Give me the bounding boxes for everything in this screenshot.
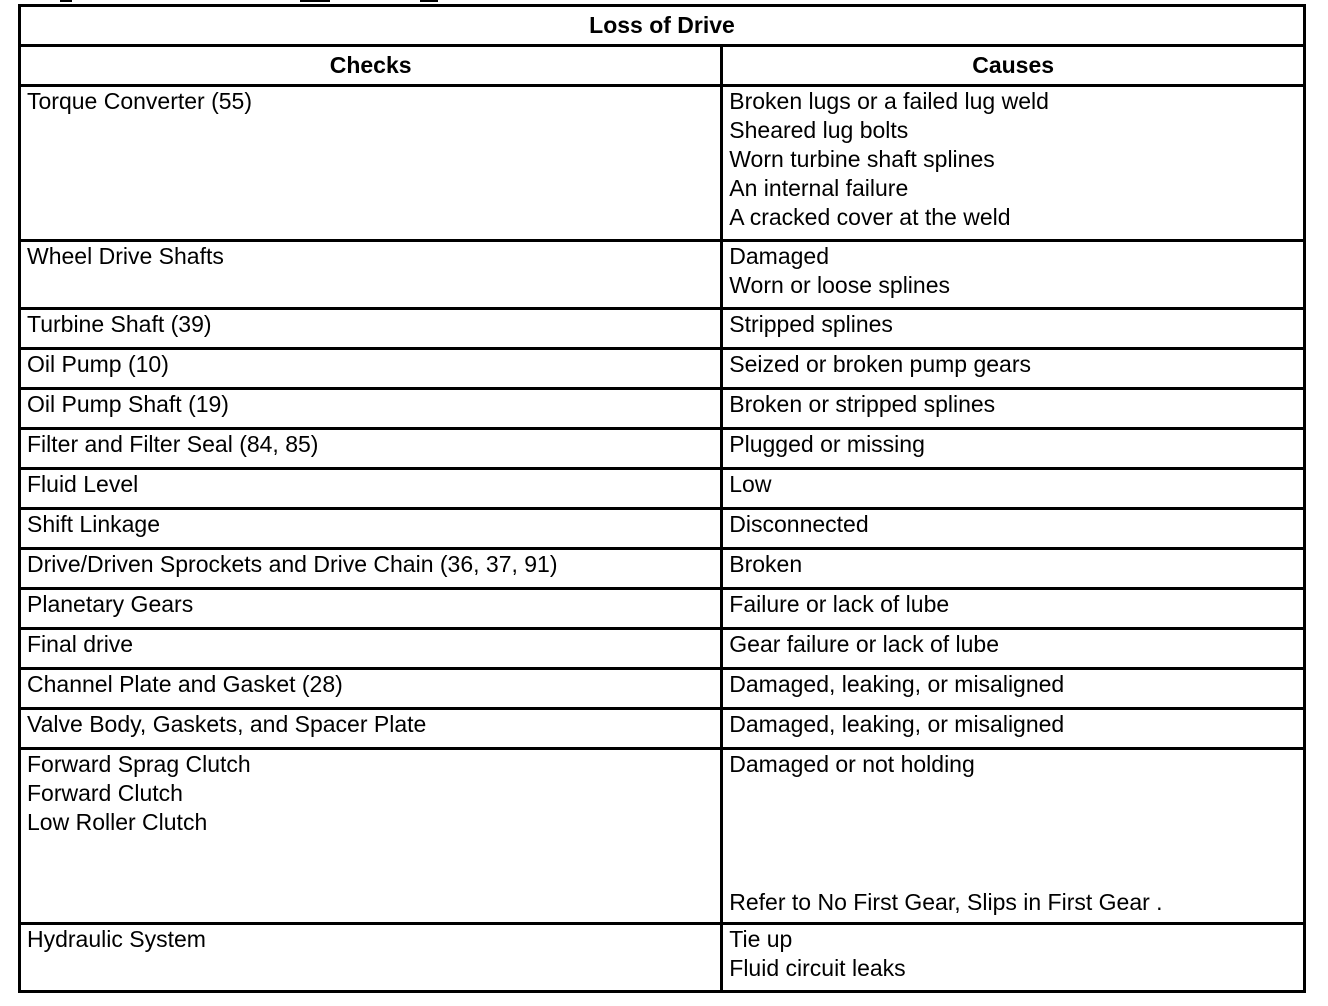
table-row	[20, 349, 1305, 389]
check-text: Shift Linkage	[27, 511, 160, 537]
scan-artifact	[300, 0, 330, 2]
table-row	[20, 629, 1305, 669]
cause-cell	[722, 429, 1305, 469]
check-text: Oil Pump (10)	[27, 351, 169, 377]
check-cell	[20, 309, 722, 349]
check-cell	[20, 509, 722, 549]
check-cell	[20, 349, 722, 389]
cause-cell	[722, 349, 1305, 389]
check-text: Wheel Drive Shafts	[27, 243, 224, 269]
cause-text: Damaged, leaking, or misaligned	[729, 671, 1065, 697]
cause-text: Damaged or not holding	[729, 751, 975, 777]
cause-text: An internal failure	[729, 175, 909, 201]
header-checks: Checks	[20, 46, 722, 86]
table-row	[20, 241, 1305, 309]
check-text: Hydraulic System	[27, 926, 206, 952]
table-row	[20, 589, 1305, 629]
table-row	[20, 429, 1305, 469]
cause-text: Broken or stripped splines	[729, 391, 996, 417]
check-text: Torque Converter (55)	[27, 88, 252, 114]
check-cell	[20, 389, 722, 429]
check-cell	[20, 86, 722, 241]
cause-text: Seized or broken pump gears	[729, 351, 1031, 377]
cause-cell	[722, 709, 1305, 749]
table-row	[20, 509, 1305, 549]
table-row	[20, 749, 1305, 924]
table-row	[20, 709, 1305, 749]
loss-of-drive-table	[18, 4, 1306, 993]
table-row	[20, 669, 1305, 709]
check-text: Low Roller Clutch	[27, 809, 208, 835]
table-row	[20, 86, 1305, 241]
check-cell	[20, 469, 722, 509]
cause-text: Damaged, leaking, or misaligned	[729, 711, 1065, 737]
check-cell	[20, 589, 722, 629]
cause-text: Fluid circuit leaks	[729, 955, 906, 981]
header-causes: Causes	[722, 46, 1305, 86]
cause-text: A cracked cover at the weld	[729, 204, 1011, 230]
cause-text: Low	[729, 471, 772, 497]
cause-cell	[722, 241, 1305, 309]
check-text: Forward Sprag Clutch	[27, 751, 251, 777]
cause-cell	[722, 549, 1305, 589]
reference-note: Refer to No First Gear, Slips in First Gear .	[729, 889, 1163, 915]
cause-text: Failure or lack of lube	[729, 591, 950, 617]
table-row	[20, 389, 1305, 429]
cause-text: Broken lugs or a failed lug weld	[729, 88, 1049, 114]
cause-text: Gear failure or lack of lube	[729, 631, 1000, 657]
cause-text: Worn or loose splines	[729, 272, 951, 298]
cause-text: Broken	[729, 551, 803, 577]
cause-cell	[722, 589, 1305, 629]
check-cell	[20, 241, 722, 309]
cause-text: Sheared lug bolts	[729, 117, 909, 143]
check-cell	[20, 549, 722, 589]
check-cell	[20, 749, 722, 924]
cause-text: Disconnected	[729, 511, 869, 537]
cause-cell	[722, 389, 1305, 429]
table-row	[20, 924, 1305, 992]
check-cell	[20, 924, 722, 992]
cause-cell	[722, 749, 1305, 924]
check-text: Oil Pump Shaft (19)	[27, 391, 229, 417]
cause-text: Plugged or missing	[729, 431, 925, 457]
check-text: Valve Body, Gaskets, and Spacer Plate	[27, 711, 427, 737]
check-text: Planetary Gears	[27, 591, 194, 617]
cause-cell	[722, 509, 1305, 549]
cause-cell	[722, 86, 1305, 241]
check-cell	[20, 629, 722, 669]
check-text: Final drive	[27, 631, 134, 657]
check-cell	[20, 709, 722, 749]
cause-cell	[722, 924, 1305, 992]
cause-cell	[722, 309, 1305, 349]
check-text: Filter and Filter Seal (84, 85)	[27, 431, 319, 457]
cause-text: Worn turbine shaft splines	[729, 146, 995, 172]
cause-text: Stripped splines	[729, 311, 893, 337]
cause-cell	[722, 469, 1305, 509]
table-title: Loss of Drive	[20, 6, 1305, 46]
table-row	[20, 549, 1305, 589]
cause-cell	[722, 669, 1305, 709]
scan-artifact	[420, 0, 438, 2]
scan-artifact	[60, 0, 72, 2]
table-row	[20, 469, 1305, 509]
check-cell	[20, 429, 722, 469]
check-text: Turbine Shaft (39)	[27, 311, 212, 337]
cause-text: Tie up	[729, 926, 793, 952]
cause-cell	[722, 629, 1305, 669]
check-text: Fluid Level	[27, 471, 139, 497]
check-cell	[20, 669, 722, 709]
check-text: Forward Clutch	[27, 780, 183, 806]
cause-text: Damaged	[729, 243, 829, 269]
check-text: Channel Plate and Gasket (28)	[27, 671, 343, 697]
check-text: Drive/Driven Sprockets and Drive Chain (36, 37, 91)	[27, 551, 558, 577]
table-row	[20, 309, 1305, 349]
